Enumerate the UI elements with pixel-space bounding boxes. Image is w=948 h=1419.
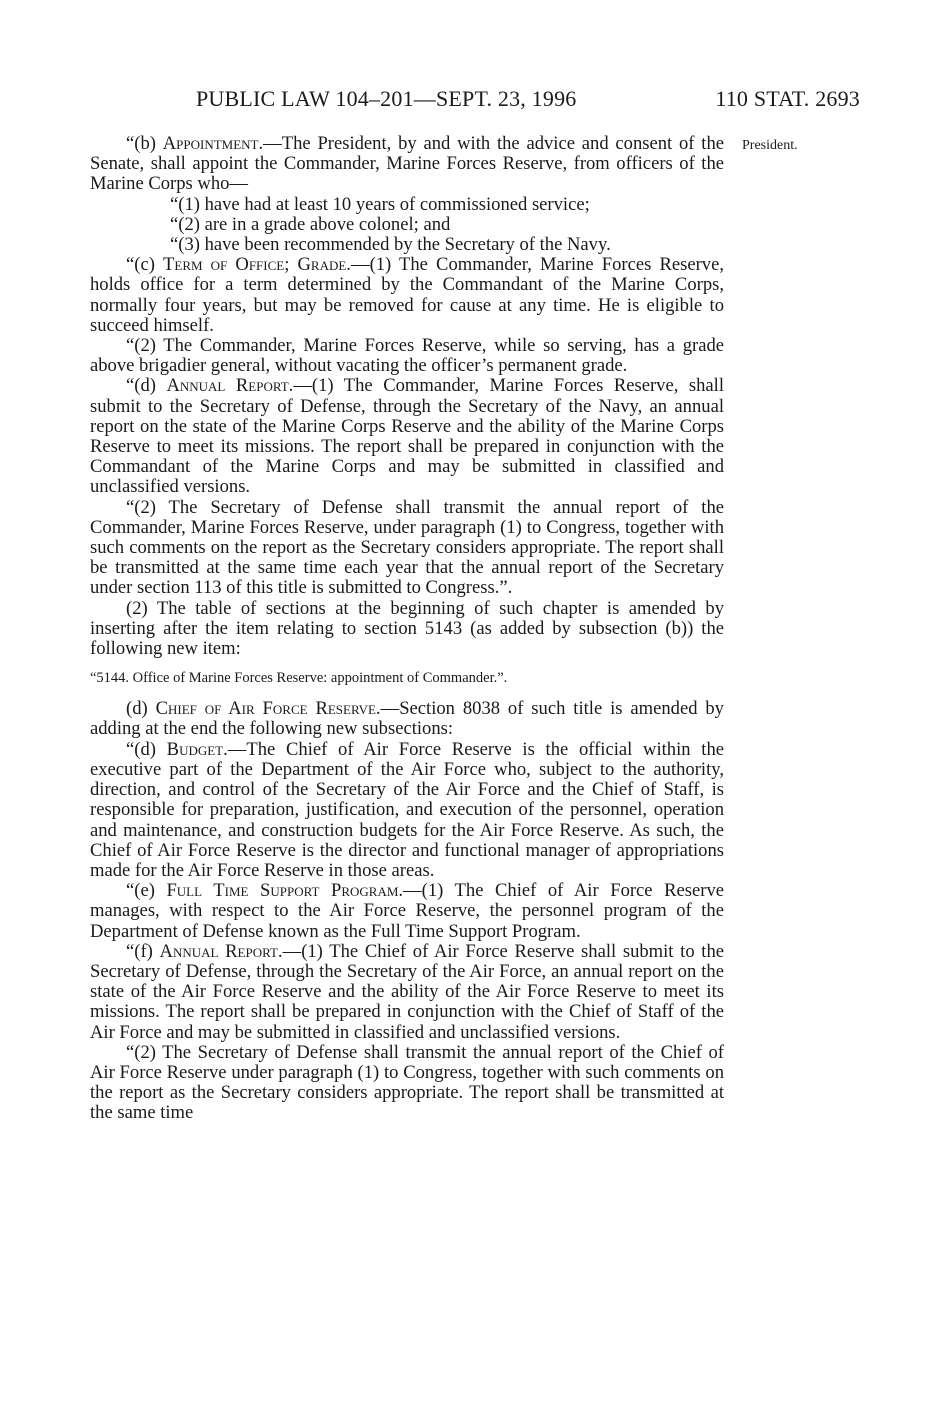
paragraph: “(2) The Secretary of Defense shall transmit the annual report of the Commander, Marine Forces Reserve, under paragraph (1) to Congress, together with such comments on the report as the Secretary considers appropriate. The report shall be transmitted at the same time each year that the annual report of the Secretary under section 113 of this title is submitted to Congress.”. [90,496,724,599]
table-of-sections-entry: “5144. Office of Marine Forces Reserve: appointment of Commander.”. [90,670,508,687]
paragraph-table-amendment: (2) The table of sections at the beginning of such chapter is amended by inserting after the item relating to section 5143 (as added by subsection (b)) the following new item: [90,597,724,660]
list-item: “(3) have been recommended by the Secretary of the Navy. [170,234,611,256]
paragraph-full-time-support: “(e) Full Time Support Program.—(1) The Chief of Air Force Reserve manages, with respect to the Air Force Reserve, the personnel program of the Department of Defense known as the Full Time Support Program. [90,880,724,942]
paragraph: “(2) The Commander, Marine Forces Reserve, while so serving, has a grade above brigadier general, without vacating the officer’s permanent grade. [90,335,724,377]
paragraph-budget: “(d) Budget.—The Chief of Air Force Reserve is the official within the executive part of the Department of the Air Force who, subject to the authority, direction, and control of the Secretary of the Air Force and the Chief of Staff, is responsible for preparation, justification, and execution of the personnel, operation and maintenance, and construction budgets for the Air Force Reserve. As such, the Chief of Air Force Reserve is the director and functional manager of appropriations made for the Air Force Reserve in those areas. [90,738,724,881]
document-body [90,134,724,1124]
header-page-number: 110 STAT. 2693 [715,86,860,111]
paragraph-term-of-office: “(c) Term of Office; Grade.—(1) The Commander, Marine Forces Reserve, holds office for a term determined by the Commandant of the Marine Corps, normally four years, but may be removed for cause at any time. He is eligible to succeed himself. [90,254,724,336]
running-header [196,84,868,114]
list-item: “(1) have had at least 10 years of commissioned service; [170,193,590,215]
margin-note: President. [742,138,798,153]
paragraph-annual-report: “(d) Annual Report.—(1) The Commander, Marine Forces Reserve, shall submit to the Secretary of Defense, through the Secretary of the Navy, an annual report on the state of the Marine Corps Reserve and the ability of the Marine Corps Reserve to meet its missions. The report shall be prepared in conjunction with the Commandant of the Marine Corps and may be submitted in classified and unclassified versions. [90,375,724,498]
paragraph-annual-report-af: “(f) Annual Report.—(1) The Chief of Air Force Reserve shall submit to the Secretary of Defense, through the Secretary of the Air Force, an annual report on the state of the Air Force Reserve and the ability of the Air Force Reserve to meet its missions. The report shall be prepared in conjunction with the Chief of Staff of the Air Force and may be submitted in classified and unclassified versions. [90,940,725,1043]
list-item: “(2) are in a grade above colonel; and [170,213,451,235]
paragraph-appointment: “(b) Appointment.—The President, by and with the advice and consent of the Senate, shall appoint the Commander, Marine Forces Reserve, from officers of the Marine Corps who— [90,133,724,195]
paragraph: “(2) The Secretary of Defense shall transmit the annual report of the Chief of Air Force Reserve under paragraph (1) to Congress, together with such comments on the report as the Secretary considers appropriate. The report shall be transmitted at the same time [90,1041,724,1124]
paragraph-chief-air-force-reserve: (d) Chief of Air Force Reserve.—Section 8038 of such title is amended by adding at the end the following new subsections: [90,698,724,740]
header-citation: PUBLIC LAW 104–201—SEPT. 23, 1996 [196,86,577,111]
